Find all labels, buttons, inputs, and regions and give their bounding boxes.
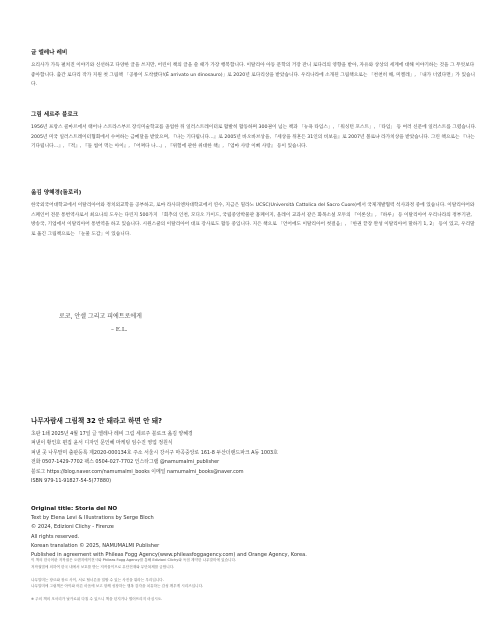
note-line: 나무말미에 그림책은 아이와 어른 마음에 보고 함께 성장하는 행복 감각을 치유하는 감성 깨우게 시리즈입니다. — [31, 584, 204, 589]
illustrator-bio — [31, 110, 477, 152]
original-line: Korean translation © 2025, NAMUMALMI Publisher — [31, 542, 160, 549]
illustrator-text: 1956년 프랑스 콜마르에서 태어나 스트라스부르 장식미술학교를 졸업한 뒤 일러스트레이터로 활발히 활동하며 300권이 넘는 책과 「뉴욕 타임스」, 「워싱턴 포스트」, 「타임」 등 여러 신문에 일러스트를 그렸습니다. 2005년 미국 일러스트레이터협회에서 수여하는 금메달을 받았으며, 『나는 기다립니다…』로 2005년 바오바브상을, 『세상을 뒤흔든 31인의 비보들』로 2007년 볼로냐 라가치상을 받았습니다. 그린 책으로는 『나는 기다립니다…』, 『적』, 『돌 씹어 먹는 아이』, 『어쩌다 나...』, 『위험에 관한 위대한 책』, 『엄마 사랑 이삐 사랑』 등이 있습니다. — [31, 125, 477, 150]
original-title: Original title: Storia del NO — [31, 506, 118, 512]
writer-bio — [31, 48, 477, 90]
original-line: © 2024, Edizioni Clichy - Firenze — [31, 524, 114, 531]
note-line: 이 책의 한국어판 저작권은 오렌지에이전시와 Phileas Fogg Agency를 통해 Edizioni Clichy와 독점 계약한 나무말미에 있습니다. — [31, 558, 237, 562]
colophon-line: 전화 0507-1429-7702 팩스 0504-027-7702 인스타그램 @namumalmi_publisher — [31, 459, 220, 466]
dedication-text: 로코, 안셀 그리고 피에트로에게 — [59, 313, 142, 320]
translator-bio — [31, 188, 477, 239]
colophon — [31, 430, 477, 486]
original-line: Text by Elena Levi & Illustrations by Serge Bloch — [31, 515, 154, 521]
original-credits — [31, 505, 477, 560]
writer-heading: 글 엘레나 레비 — [31, 50, 68, 56]
colophon-line: 펴낸 곳 나무말미 출판등록 제2020-000134호 주소 서울시 강서구 마곡중앙로 161-8 두산더랜드파크 A동 1003호 — [31, 449, 278, 456]
note-line: 나무말미는 장르와 장르 사이, 서로 헐너른을 밀할 수 있는 사진을 뭐라는 우리입니다. — [31, 577, 164, 582]
legal-notes — [31, 557, 477, 603]
note-line: 저작권법에 의하여 한국 내에서 보호를 받는 저작물이므로 무단전재와 무단복제를 금합니다. — [31, 564, 175, 569]
colophon-line: 펴낸이 황인호 편집 윤서 디자인 문인혜 마케팅 임수진 영업 정원식 — [31, 440, 173, 447]
colophon-line: 블로그 https://blog.naver.com/namumalmi_books 이메일 namumalmi_books@naver.com — [31, 468, 244, 475]
colophon-line: 초판 1쇄 2025년 4월 17일 글 엘레나 레비 그림 세르주 블로크 옮김 양혜경 — [31, 431, 193, 437]
translator-text: 한국외국어대학교에서 이탈리아어와 정치외교학을 공부하고, 로마 라사피엔차대학교에서 연수, 지금은 밀라노 UCSC(Università Cattolica del Sacro Cuore)에서 국제개발협력 석사과정 중에 있습니다. 이탈리아어와 스페인어 전문 통번역사로서 최요나의 도우는 다린지 500가지 「회추의 인천, 모디오 가이드, 국립중앙박물관 홈페이지, 올레이 교과서 같은 화목소설 모두의 『이론상』, 『하루』 등 이탈리아어 우리나라의 정부기관, 방송국, 기업에서 이탈리아어 통번역을 하고 있습니다. 시원스쿨의 이탈리아어 대표 강사로도 활동 중입니다. 지은 책으로 「언어에도 이탈리아어 첫걸음」, 「한권 끝장 완성 이탈리아어 말하기 1, 2」 등이 있고, 우리말로 옮긴 그림책으로는 「눈물 도감」이 있습니다. — [31, 203, 475, 237]
illustrator-heading: 그림 세르주 블로크 — [31, 112, 79, 118]
writer-text: 요리사가 가득 펼쳐진 이야기와 신선하고 다양한 글을 쓰지만, 어린이 책의 글을 쓸 때가 가장 행복합니다. 이탈리아 아동 문학의 거장 잔니 로다리의 영향을 받아, 자유와 상상의 세계에 대해 이야기하는 것을 그 무엇보다 좋아합니다. 출간 로다리 작가 지원 첫 그림책 「공룡이 도착했다!(È arrivato un dinosauro)」로 2020년 로다리상을 받았습니다. 우리나라에 소개된 그림책으로는 「천천히 해, 미켈레」, 「내가 너였다면」가 있습니다. — [31, 63, 476, 88]
translator-heading: 옮김 양혜경(돌로리) — [31, 190, 82, 196]
book-title: 나무자람새 그림책 32 안 돼라고 하면 안 돼? — [31, 417, 162, 425]
dedication-signature: – E.L. — [111, 327, 128, 333]
original-line: All rights reserved. — [31, 533, 80, 540]
note-line: ※ 주의 책의 모서리가 날카로워 다칠 수 있으니 책을 던지거나 떨어뜨리지 마십시오. — [31, 597, 163, 602]
original-line: Published in agreement with Phileas Fogg Agency(www.phileasfoggagency.com) and Orange Agency, Korea. — [31, 552, 307, 559]
colophon-line: ISBN 979-11-91827-54-5(77880) — [31, 478, 111, 485]
